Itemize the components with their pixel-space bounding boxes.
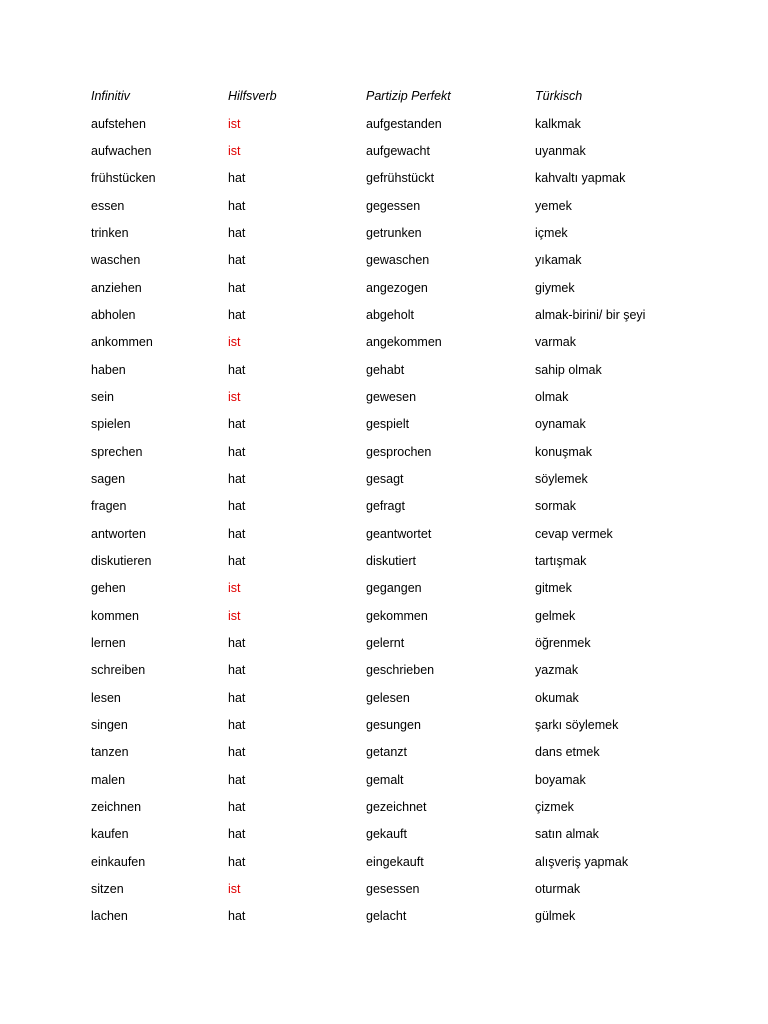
table-row xyxy=(91,794,731,821)
table-row xyxy=(91,165,731,192)
cell-hilfsverb: hat xyxy=(228,909,246,924)
cell-partizip-perfekt: gewaschen xyxy=(366,253,430,268)
cell-tuerkisch: giymek xyxy=(535,280,575,295)
table-row xyxy=(91,849,731,876)
cell-hilfsverb: hat xyxy=(228,198,246,213)
cell-tuerkisch: konuşmak xyxy=(535,444,592,459)
table-header xyxy=(91,83,731,110)
cell-partizip-perfekt: angezogen xyxy=(366,280,428,295)
cell-hilfsverb: ist xyxy=(228,882,241,897)
cell-hilfsverb: hat xyxy=(228,854,246,869)
cell-tuerkisch: tartışmak xyxy=(535,554,587,569)
cell-partizip-perfekt: getrunken xyxy=(366,225,422,240)
cell-tuerkisch: sormak xyxy=(535,499,576,514)
cell-partizip-perfekt: gespielt xyxy=(366,417,410,432)
cell-partizip-perfekt: gemalt xyxy=(366,772,404,787)
cell-partizip-perfekt: gegessen xyxy=(366,198,421,213)
cell-tuerkisch: boyamak xyxy=(535,772,586,787)
cell-partizip-perfekt: aufgestanden xyxy=(366,116,442,131)
cell-hilfsverb: hat xyxy=(228,554,246,569)
cell-infinitiv: aufwachen xyxy=(91,143,152,158)
cell-tuerkisch: olmak xyxy=(535,389,569,404)
cell-infinitiv: tanzen xyxy=(91,745,129,760)
cell-infinitiv: lachen xyxy=(91,909,128,924)
cell-infinitiv: lernen xyxy=(91,636,126,651)
cell-infinitiv: schreiben xyxy=(91,663,146,678)
cell-partizip-perfekt: gewesen xyxy=(366,389,417,404)
cell-partizip-perfekt: eingekauft xyxy=(366,854,424,869)
cell-hilfsverb: ist xyxy=(228,608,241,623)
cell-tuerkisch: yemek xyxy=(535,198,572,213)
table-row xyxy=(91,657,731,684)
cell-tuerkisch: şarkı söylemek xyxy=(535,718,619,733)
cell-tuerkisch: almak-birini/ bir şeyi xyxy=(535,307,646,322)
cell-hilfsverb: hat xyxy=(228,307,246,322)
cell-partizip-perfekt: diskutiert xyxy=(366,554,417,569)
table-row xyxy=(91,138,731,165)
cell-hilfsverb: hat xyxy=(228,636,246,651)
cell-hilfsverb: ist xyxy=(228,335,241,350)
cell-infinitiv: frühstücken xyxy=(91,171,156,186)
cell-partizip-perfekt: gegangen xyxy=(366,581,422,596)
table-row xyxy=(91,493,731,520)
cell-partizip-perfekt: gelacht xyxy=(366,909,407,924)
cell-infinitiv: diskutieren xyxy=(91,554,152,569)
cell-tuerkisch: oynamak xyxy=(535,417,586,432)
cell-tuerkisch: uyanmak xyxy=(535,143,586,158)
cell-tuerkisch: sahip olmak xyxy=(535,362,602,377)
cell-hilfsverb: hat xyxy=(228,827,246,842)
cell-hilfsverb: hat xyxy=(228,253,246,268)
table-row xyxy=(91,247,731,274)
cell-infinitiv: kaufen xyxy=(91,827,129,842)
cell-infinitiv: singen xyxy=(91,718,128,733)
table-row xyxy=(91,274,731,301)
cell-partizip-perfekt: gesessen xyxy=(366,882,420,897)
table-row xyxy=(91,685,731,712)
table-row xyxy=(91,411,731,438)
table-body xyxy=(91,110,731,930)
cell-hilfsverb: ist xyxy=(228,389,241,404)
cell-infinitiv: sagen xyxy=(91,471,126,486)
cell-tuerkisch: gitmek xyxy=(535,581,572,596)
table-row xyxy=(91,220,731,247)
cell-partizip-perfekt: gesungen xyxy=(366,718,421,733)
table-row xyxy=(91,603,731,630)
table-row xyxy=(91,521,731,548)
cell-infinitiv: trinken xyxy=(91,225,129,240)
cell-hilfsverb: ist xyxy=(228,581,241,596)
cell-partizip-perfekt: gefrühstückt xyxy=(366,171,435,186)
cell-hilfsverb: hat xyxy=(228,499,246,514)
cell-infinitiv: essen xyxy=(91,198,125,213)
table-row xyxy=(91,821,731,848)
cell-partizip-perfekt: aufgewacht xyxy=(366,143,430,158)
cell-infinitiv: gehen xyxy=(91,581,126,596)
table-row xyxy=(91,356,731,383)
cell-hilfsverb: hat xyxy=(228,362,246,377)
cell-partizip-perfekt: gehabt xyxy=(366,362,405,377)
cell-partizip-perfekt: gekauft xyxy=(366,827,408,842)
cell-infinitiv: kommen xyxy=(91,608,139,623)
cell-hilfsverb: hat xyxy=(228,772,246,787)
table-row xyxy=(91,548,731,575)
cell-infinitiv: zeichnen xyxy=(91,800,142,815)
table-row xyxy=(91,384,731,411)
header-tuerkisch: Türkisch xyxy=(535,89,583,104)
table-row xyxy=(91,876,731,903)
cell-tuerkisch: kalkmak xyxy=(535,116,581,131)
cell-tuerkisch: gülmek xyxy=(535,909,576,924)
header-row xyxy=(91,83,731,110)
header-partizip-perfekt: Partizip Perfekt xyxy=(366,89,451,104)
cell-tuerkisch: içmek xyxy=(535,225,568,240)
cell-infinitiv: einkaufen xyxy=(91,854,146,869)
table-row xyxy=(91,302,731,329)
table-row xyxy=(91,329,731,356)
table-row xyxy=(91,767,731,794)
cell-infinitiv: ankommen xyxy=(91,335,153,350)
cell-tuerkisch: cevap vermek xyxy=(535,526,613,541)
cell-tuerkisch: gelmek xyxy=(535,608,576,623)
cell-infinitiv: sitzen xyxy=(91,882,124,897)
cell-hilfsverb: hat xyxy=(228,526,246,541)
header-infinitiv: Infinitiv xyxy=(91,89,130,104)
cell-tuerkisch: varmak xyxy=(535,335,576,350)
cell-infinitiv: aufstehen xyxy=(91,116,146,131)
cell-partizip-perfekt: geschrieben xyxy=(366,663,435,678)
header-hilfsverb: Hilfsverb xyxy=(228,89,277,104)
table-row xyxy=(91,438,731,465)
cell-partizip-perfekt: gelernt xyxy=(366,636,405,651)
cell-partizip-perfekt: gelesen xyxy=(366,690,410,705)
cell-infinitiv: anziehen xyxy=(91,280,142,295)
cell-infinitiv: lesen xyxy=(91,690,121,705)
table-row xyxy=(91,739,731,766)
table-row xyxy=(91,575,731,602)
cell-hilfsverb: hat xyxy=(228,280,246,295)
cell-partizip-perfekt: gefragt xyxy=(366,499,405,514)
cell-hilfsverb: hat xyxy=(228,800,246,815)
cell-infinitiv: antworten xyxy=(91,526,146,541)
table-row xyxy=(91,110,731,137)
cell-hilfsverb: hat xyxy=(228,471,246,486)
cell-infinitiv: fragen xyxy=(91,499,127,514)
cell-infinitiv: haben xyxy=(91,362,126,377)
cell-partizip-perfekt: gesagt xyxy=(366,471,404,486)
cell-tuerkisch: kahvaltı yapmak xyxy=(535,171,626,186)
cell-tuerkisch: çizmek xyxy=(535,800,574,815)
cell-hilfsverb: hat xyxy=(228,718,246,733)
cell-partizip-perfekt: gekommen xyxy=(366,608,428,623)
cell-tuerkisch: oturmak xyxy=(535,882,581,897)
cell-hilfsverb: hat xyxy=(228,745,246,760)
cell-infinitiv: waschen xyxy=(91,253,141,268)
cell-tuerkisch: öğrenmek xyxy=(535,636,591,651)
cell-tuerkisch: söylemek xyxy=(535,471,588,486)
table-row xyxy=(91,466,731,493)
cell-infinitiv: spielen xyxy=(91,417,131,432)
cell-partizip-perfekt: getanzt xyxy=(366,745,408,760)
table-row xyxy=(91,712,731,739)
cell-infinitiv: abholen xyxy=(91,307,136,322)
cell-hilfsverb: ist xyxy=(228,143,241,158)
cell-infinitiv: malen xyxy=(91,772,126,787)
table-row xyxy=(91,630,731,657)
verb-table xyxy=(91,83,731,931)
cell-tuerkisch: satın almak xyxy=(535,827,599,842)
cell-infinitiv: sein xyxy=(91,389,114,404)
cell-hilfsverb: ist xyxy=(228,116,241,131)
cell-hilfsverb: hat xyxy=(228,444,246,459)
cell-hilfsverb: hat xyxy=(228,417,246,432)
cell-tuerkisch: alışveriş yapmak xyxy=(535,854,629,869)
cell-hilfsverb: hat xyxy=(228,663,246,678)
cell-partizip-perfekt: angekommen xyxy=(366,335,442,350)
cell-tuerkisch: yıkamak xyxy=(535,253,582,268)
cell-hilfsverb: hat xyxy=(228,225,246,240)
cell-tuerkisch: okumak xyxy=(535,690,579,705)
cell-infinitiv: sprechen xyxy=(91,444,143,459)
cell-hilfsverb: hat xyxy=(228,690,246,705)
cell-hilfsverb: hat xyxy=(228,171,246,186)
cell-tuerkisch: yazmak xyxy=(535,663,579,678)
cell-partizip-perfekt: abgeholt xyxy=(366,307,414,322)
table-row xyxy=(91,192,731,219)
table-row xyxy=(91,903,731,930)
cell-partizip-perfekt: geantwortet xyxy=(366,526,432,541)
cell-partizip-perfekt: gezeichnet xyxy=(366,800,427,815)
cell-tuerkisch: dans etmek xyxy=(535,745,600,760)
cell-partizip-perfekt: gesprochen xyxy=(366,444,432,459)
